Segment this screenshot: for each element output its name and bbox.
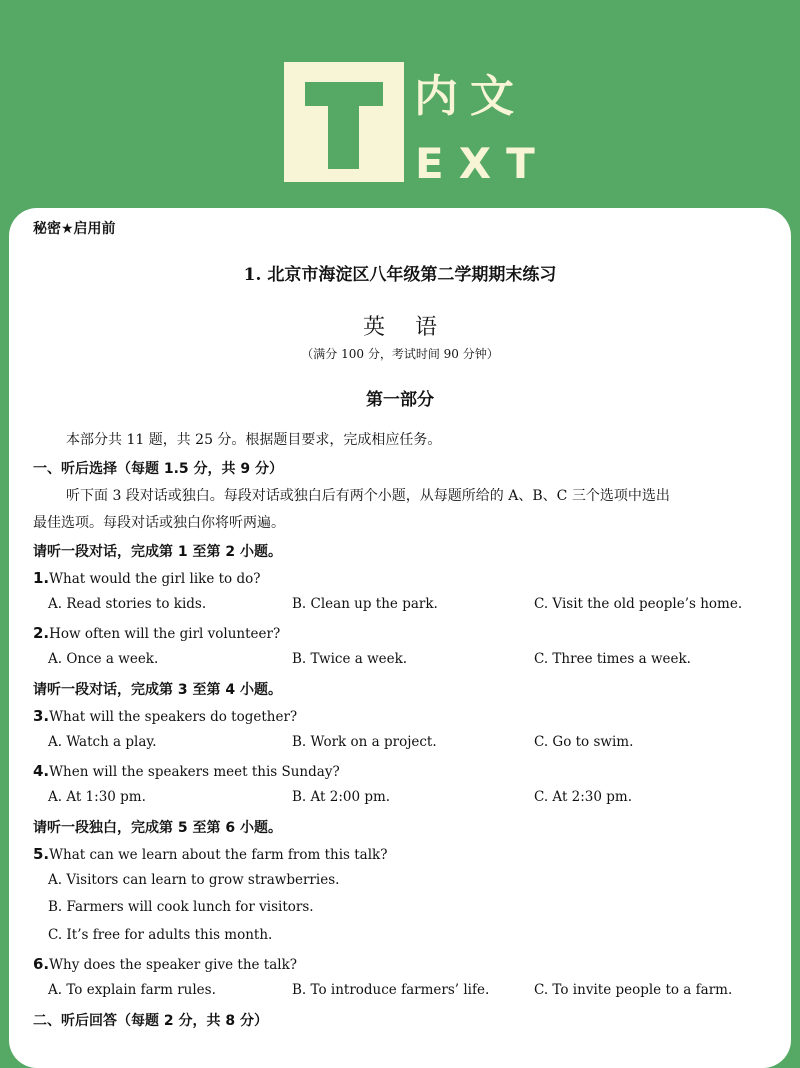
option-c: C. Visit the old people’s home. [534, 596, 743, 612]
question-number: 3. [33, 707, 50, 725]
document-page [9, 208, 791, 1068]
option-c: C. At 2:30 pm. [534, 789, 633, 805]
option-a: A. Visitors can learn to grow strawberries. [48, 872, 340, 888]
option-b: B. Clean up the park. [292, 596, 438, 612]
question-1 [33, 568, 260, 587]
option-a: A. Once a week. [48, 651, 159, 667]
question-number: 5. [33, 845, 50, 863]
part-intro: 本部分共 11 题，共 25 分。根据题目要求，完成相应任务。 [66, 432, 442, 448]
question-2 [33, 623, 280, 642]
question-number: 1. [33, 569, 50, 587]
option-a: A. Watch a play. [48, 734, 157, 750]
option-a: A. To explain farm rules. [48, 982, 216, 998]
option-c: C. Three times a week. [534, 651, 691, 667]
question-number: 4. [33, 762, 50, 780]
score-time-note: （满分 100 分，考试时间 90 分钟） [301, 347, 499, 361]
question-number: 6. [33, 955, 50, 973]
banner-en-title: EXT [415, 139, 550, 188]
option-b: B. Work on a project. [292, 734, 437, 750]
subject-title: 英语 [362, 315, 467, 340]
listening-prompt-2: 请听一段对话，完成第 3 至第 4 小题。 [33, 682, 282, 698]
option-a: A. At 1:30 pm. [48, 789, 146, 805]
option-b: B. At 2:00 pm. [292, 789, 391, 805]
question-text: How often will the girl volunteer? [49, 626, 281, 642]
t-logo-icon [284, 62, 404, 182]
listening-prompt-3: 请听一段独白，完成第 5 至第 6 小题。 [33, 820, 282, 836]
question-text: Why does the speaker give the talk? [49, 957, 298, 973]
question-text: What would the girl like to do? [49, 571, 261, 587]
question-5 [33, 844, 387, 863]
option-c: C. To invite people to a farm. [534, 982, 733, 998]
option-c: C. Go to swim. [534, 734, 634, 750]
question-6 [33, 954, 297, 973]
option-a: A. Read stories to kids. [48, 596, 207, 612]
instruction-line-2: 最佳选项。每段对话或独白你将听两遍。 [33, 515, 285, 531]
option-b: B. Twice a week. [292, 651, 408, 667]
header-banner [0, 0, 800, 210]
option-b: B. Farmers will cook lunch for visitors. [48, 899, 314, 915]
question-text: When will the speakers meet this Sunday? [49, 764, 340, 780]
listening-prompt-1: 请听一段对话，完成第 1 至第 2 小题。 [33, 544, 282, 560]
part-heading: 第一部分 [366, 390, 434, 410]
option-b: B. To introduce farmers’ life. [292, 982, 490, 998]
question-text: What can we learn about the farm from this talk? [49, 847, 388, 863]
option-c: C. It’s free for adults this month. [48, 927, 273, 943]
secret-label: 秘密★启用前 [33, 221, 116, 237]
instruction-line-1: 听下面 3 段对话或独白。每段对话或独白后有两个小题，从每题所给的 A、B、C 三个选项中选出 [66, 488, 670, 504]
section-heading-1: 一、听后选择（每题 1.5 分，共 9 分） [33, 461, 284, 477]
document-title: 1. 北京市海淀区八年级第二学期期末练习 [243, 265, 557, 285]
banner-cn-title: 内文 [414, 71, 526, 122]
section-heading-2: 二、听后回答（每题 2 分，共 8 分） [33, 1013, 268, 1029]
question-text: What will the speakers do together? [49, 709, 298, 725]
question-3 [33, 706, 297, 725]
question-4 [33, 761, 340, 780]
question-number: 2. [33, 624, 50, 642]
